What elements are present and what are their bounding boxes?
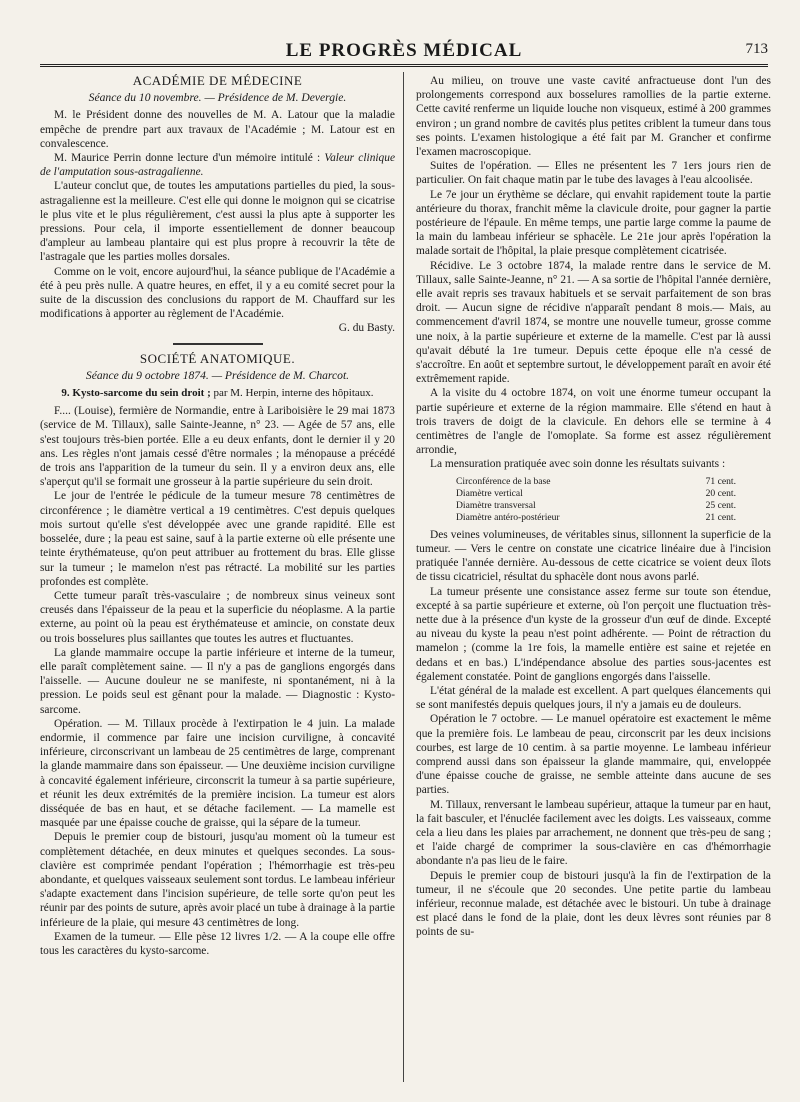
case-paragraph: La tumeur présente une consistance assez ferme sur toute son étendue, excepté à sa partie supérieure et externe, où l'on perçoit une fluctuation très-nette due à la présence d'un kyste de la grosseur d'un œuf de dinde. Excepté au niveau du kyste la peau n'est point adhérente. — Point de rétraction du mamelon ; (comme la 1re fois, la mamelle entière est saine et rejetée en dedans et en bas.) L'indépendance absolue des parties sous-jacentes est également constatée. Point de ganglions engorgés dans l'aisselle. [416,585,771,683]
case-paragraph: F.... (Louise), fermière de Normandie, entre à Lariboisière le 29 mai 1873 (service de M. Tillaux), salle Sainte-Jeanne, n° 23. — Agée de 57 ans, elle s'est toujours très-bien portée. Elle a eu deux enfants, dont le dernier il y 20 ans. Les règles n'ont jamais cessé d'être normales ; la ménopause a précédé de trois ans l'apparition de la tumeur du sein. Il y a environ deux ans, elle s'aperçut qu'il se formait une grosseur à la partie supérieure du sein droit. [40,405,395,489]
left-column [40,74,395,958]
case-paragraph: Suites de l'opération. — Elles ne présentent les 7 1ers jours rien de particulier. On fait chaque matin par le tube des lavages à l'eau alcoolisée. [416,160,771,187]
academie-paragraph: M. le Président donne des nouvelles de M. A. Latour que la maladie empêche de prendre part aux travaux de l'Académie ; M. Latour est en convalescence. [40,109,395,150]
academie-paragraph [40,151,395,179]
case-paragraph: La mensuration pratiquée avec soin donne les résultats suivants : [430,458,726,471]
case-title [40,386,395,400]
case-paragraph: Des veines volumineuses, de véritables sinus, sillonnent la superficie de la tumeur. — Vers le centre on constate une cicatrice linéaire due à l'incision pratiquée l'année dernière. Au-dessous de cette cicatrice se voient deux îlots de tissu cicatriciel, résultat du sphacèle dont nous avons parlé. [416,528,771,584]
measurement-label: Diamètre vertical [456,487,523,499]
page-number: 713 [745,41,768,57]
academie-heading: ACADÉMIE DE MÉDECINE [132,73,303,88]
academie-paragraph: L'auteur conclut que, de toutes les amputations partielles du pied, la sous-astragalienne est la meilleure. C'est elle qui donne le moignon qui se cicatrise le plus vite et le plus régulièrement, c'est aussi la plus apte à supporter les pressions. Pour cela, il importe essentiellement de donner beaucoup d'ampleur au lambeau plantaire qui est plus propre à recouvrir la tête de l'astragale que les parties molles dorsales. [40,180,395,264]
case-paragraph: L'état général de la malade est excellent. A part quelques élancements qui se sont manifestés depuis quelques jours, il n'y a jamais eu de douleurs. [416,684,771,712]
right-column [416,74,771,940]
societe-heading: SOCIÉTÉ ANATOMIQUE. [139,350,296,366]
measurement-value: 71 cent. [705,475,736,487]
measurement-row [456,476,736,488]
measurement-value: 21 cent. [705,511,736,523]
measurement-label: Diamètre antéro-postérieur [456,511,560,523]
measurement-value: 25 cent. [705,499,736,511]
case-author: par M. Herpin, interne des hôpitaux. [213,387,374,400]
journal-title: LE PROGRÈS MÉDICAL [285,40,523,61]
measurement-table [456,476,736,524]
running-head [40,36,768,67]
section-separator [173,343,263,345]
case-paragraph: Récidive. Le 3 octobre 1874, la malade rentre dans le service de M. Tillaux, salle Sainte-Jeanne, n° 21. — A sa sortie de l'hôpital l'année dernière, elle avait repris ses travaux habituels et se servait parfaitement de son bras droit. — Aucun signe de récidive n'apparaît pendant 8 mois.— Mais, au commencement d'avril 1874, se montre une nouvelle tumeur, grosse comme une noix, à la partie supérieure et externe de la mamelle. C'est par là aussi qu'avait débuté la 1re tumeur. Depuis cette époque elle n'a cessé de s'accroître. En août et septembre surtout, le développement paraît en avoir été extrêmement rapide. [416,259,771,386]
case-paragraph: La glande mammaire occupe la partie inférieure et interne de la tumeur, elle paraît complètement saine. — Il n'y a pas de ganglions engorgés dans l'aisselle. — Aucune douleur ne se manifeste, ni spontanément, ni à la pression. Le poids seul est gênant pour la malade. — Diagnostic : Kysto-sarcome. [40,646,395,716]
case-paragraph: Le jour de l'entrée le pédicule de la tumeur mesure 78 centimètres de circonférence ; le diamètre vertical a 19 centimètres. C'est depuis quelques mois surtout qu'elle s'est développée avec une grande rapidité. Elle est bosselée, dure ; la peau est saine, sauf à la partie externe où elle présente une teinte érythémateuse, qu'on peut attribuer au frottement du bras. Elle glisse sur la tumeur ; le mamelon n'est pas rétracté. La mobilité sur les parties profondes est complète. [40,490,395,588]
case-paragraph: A la visite du 4 octobre 1874, on voit une énorme tumeur occupant la partie supérieure et externe de la région mammaire. Elle s'étend en haut à trois travers de doigt de la clavicule. En dehors elle se termine à 4 centimètres de l'angle de l'omoplate. Sa forme est assez régulièrement arrondie, [416,387,771,457]
case-title-text: 9. Kysto-sarcome du sein droit ; [61,387,211,400]
case-paragraph: Cette tumeur paraît très-vasculaire ; de nombreux sinus veineux sont creusés dans l'épaisseur de la peau et la superficie du néoplasme. A la partie externe, au point où la peau est érythémateuse et amincie, on constate deux ou trois bosselures plus saillantes que toutes les autres et fluctuantes. [40,589,395,645]
academie-session-line: Séance du 10 novembre. — Présidence de M. Devergie. [88,91,347,105]
societe-session-line: Séance du 9 octobre 1874. — Présidence de M. Charcot. [85,368,350,382]
case-paragraph: M. Tillaux, renversant le lambeau supérieur, attaque la tumeur par en haut, la fait basculer, et l'énuclée facilement avec les doigts. Les vaisseaux, comme cela a lieu dans les plaies par arrachement, ne donnent que très-peu de sang ; et l'aide chargé de comprimer la sous-clavière en cas d'hémorrhagie abondante n'a pas lieu de le faire. [416,798,771,868]
case-paragraph: Opération le 7 octobre. — Le manuel opératoire est exactement le même que la première fois. Le lambeau de peau, circonscrit par les deux incisions courbes, est large de 10 centim. à sa partie moyenne. Le lambeau inférieur comprend aussi dans son épaisseur la glande mammaire, qui, enveloppée d'une épaisse couche de graisse, ne semble atteinte dans aucune de ses parties. [416,713,771,797]
measurement-row [456,512,736,524]
academie-paragraph: Comme on le voit, encore aujourd'hui, la séance publique de l'Académie a été à peu près nulle. A quatre heures, en effet, il y a eu comité secret pour la suite de la discussion des conclusions du rapport de M. Chauffard sur les modifications à apporter au règlement de l'Académie. [40,265,395,321]
measurement-label: Circonférence de la base [456,475,551,487]
case-paragraph: Examen de la tumeur. — Elle pèse 12 livres 1/2. — A la coupe elle offre tous les caractères du kysto-sarcome. [40,930,395,957]
column-divider [403,72,404,1082]
memoir-intro: M. Maurice Perrin donne lecture d'un mémoire intitulé : [54,152,321,165]
academie-signature: G. du Basty. [338,322,395,335]
memoir-title: Valeur clinique de l'amputation sous-astragalienne. [40,152,395,179]
case-paragraph: Opération. — M. Tillaux procède à l'extirpation le 4 juin. La malade endormie, il commence par faire une incision curviligne, à concavité inférieure, circonscrivant un lambeau de 25 centimètres de large, comprenant la glande mammaire dans son épaisseur. — Une deuxième incision curviligne à concavité également inférieure, circonscrit la tumeur à sa partie supérieure, et réunit les deux extrémités de la première incision. La tumeur est alors disséquée de bas en haut, et se détache facilement. — La mamelle est masquée par une épaisse couche de graisse, qui la sépare de la tumeur. [40,717,395,830]
measurement-row [456,488,736,500]
case-paragraph: Au milieu, on trouve une vaste cavité anfractueuse dont l'un des prolongements correspond aux bosselures ramollies de la partie externe. Cette cavité renferme un liquide louche non visqueux, estimé à 200 grammes environ ; un grand nombre de cavités plus petites criblent la tumeur dans tous ses points. L'examen histologique a été fait par M. Grancher et confirme l'examen macroscopique. [416,75,771,159]
case-paragraph: Depuis le premier coup de bistouri jusqu'à la fin de l'extirpation de la tumeur, il ne s'écoule que 20 secondes. Une petite partie du lambeau inférieur, reconnue malade, est détachée avec le bistouri. Un tube à drainage est placé dans le fond de la plaie, dont les deux lèvres sont réunies par 8 points de su- [416,869,771,939]
measurement-row [456,500,736,512]
measurement-value: 20 cent. [705,487,736,499]
case-paragraph: Le 7e jour un érythème se déclare, qui envahit rapidement toute la partie antérieure du thorax, franchit même la clavicule droite, pour gagner la partie postérieure de l'épaule. En même temps, une partie large comme la paume de la main du lambeau inférieur se sphacèle. Le 21e jour après l'opération la malade sortait de l'hôpital, la plaie presque complètement cicatrisée. [416,188,771,258]
measurement-label: Diamètre transversal [456,499,536,511]
case-paragraph: Depuis le premier coup de bistouri, jusqu'au moment où la tumeur est complètement détachée, en deux minutes et quelques secondes. La sous-clavière est comprimée pendant l'opération ; l'hémorrhagie est très-peu abondante, et quelques vaisseaux seulement sont tordus. Le lambeau inférieur s'adapte exactement dans l'incision supérieure, de telle sorte qu'on peut les réunir par des points de suture, après avoir placé un tube à drainage à la partie inférieure de la plaie, qui mesure 43 centimètres de long. [40,831,395,929]
